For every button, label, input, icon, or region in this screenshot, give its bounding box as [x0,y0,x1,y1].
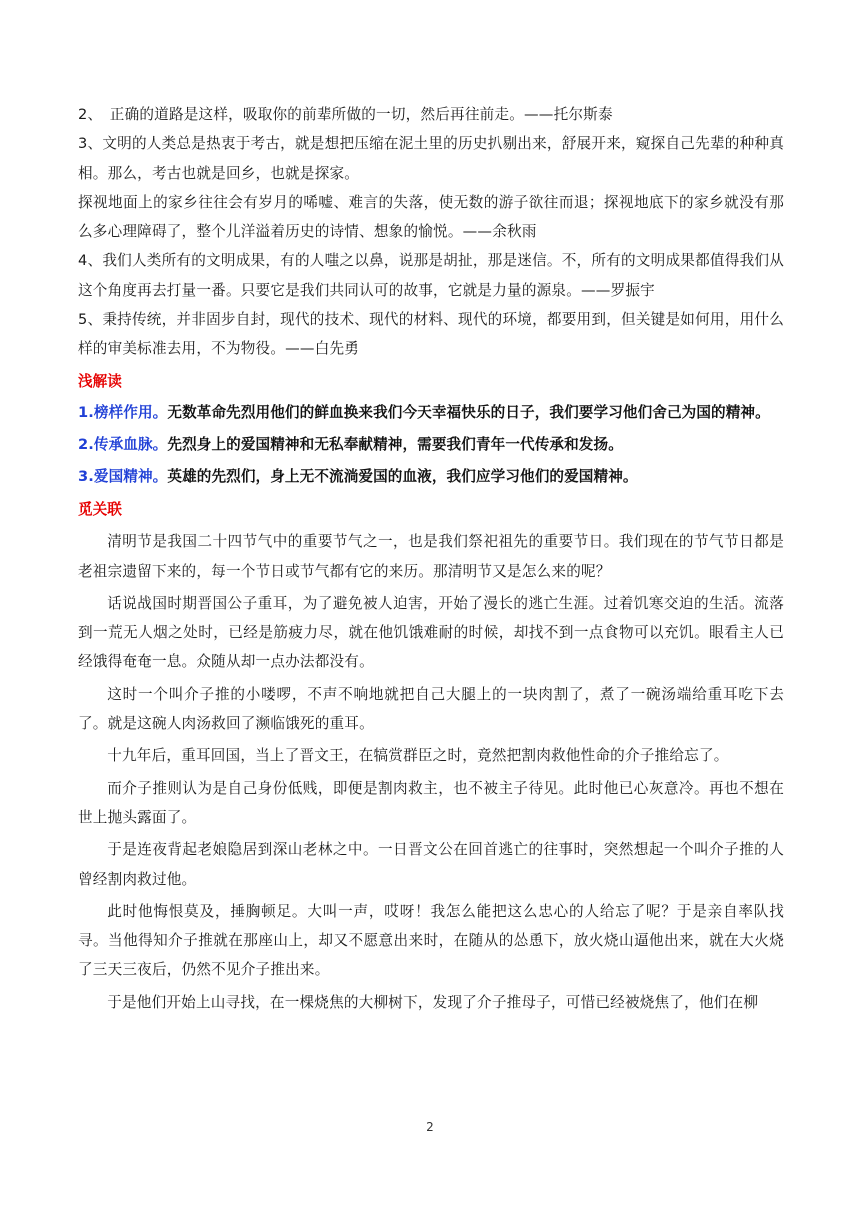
interpretation-label: 3.爱国精神。 [78,467,168,485]
interpretation-label: 2.传承血脉。 [78,435,168,453]
document-page [78,100,784,1017]
interpretation-item [78,430,784,460]
story-paragraph: 于是他们开始上山寻找，在一棵烧焦的大柳树下，发现了介子推母子，可惜已经被烧焦了，他们在柳 [107,993,759,1011]
quote-4: 4、我们人类所有的文明成果，有的人嗤之以鼻，说那是胡扯，那是迷信。不，所有的文明成果都值得我们从这个角度再去打量一番。只要它是我们共同认可的故事，它就是力量的源泉。——罗振宇 [78,252,784,299]
page-number: 2 [426,1120,434,1134]
interpretation-text: 无数革命先烈用他们的鲜血换来我们今天幸福快乐的日子，我们要学习他们舍己为国的精神。 [167,403,770,421]
section-heading-qianjiedu: 浅解读 [78,372,122,390]
quote-5: 5、秉持传统，并非固步自封，现代的技术、现代的材料、现代的环境，都要用到，但关键是如何用，用什么样的审美标准去用，不为物役。——白先勇 [78,311,784,358]
story-paragraph: 十九年后，重耳回国，当上了晋文王，在犒赏群臣之时，竟然把割肉救他性命的介子推给忘了。 [107,747,729,765]
story-paragraph: 清明节是我国二十四节气中的重要节气之一，也是我们祭祀祖先的重要节日。我们现在的节气节日都是老祖宗遗留下来的，每一个节日或节气都有它的来历。那清明节又是怎么来的呢？ [78,533,784,580]
quote-2: 2、 正确的道路是这样，吸取你的前辈所做的一切，然后再往前走。——托尔斯泰 [78,106,613,123]
story-paragraph: 这时一个叫介子推的小喽啰，不声不响地就把自己大腿上的一块肉割了，煮了一碗汤端给重耳吃下去了。就是这碗人肉汤救回了濒临饿死的重耳。 [78,685,784,733]
story-paragraph: 此时他悔恨莫及，捶胸顿足。大叫一声，哎呀！我怎么能把这么忠心的人给忘了呢？于是亲自率队找寻。当他得知介子推就在那座山上，却又不愿意出来时，在随从的怂恿下，放火烧山逼他出来，就在大火烧了三天三夜后，仍然不见介子推出来。 [78,902,784,979]
quote-3: 3、文明的人类总是热衷于考古，就是想把压缩在泥土里的历史扒剔出来，舒展开来，窥探自己先辈的种种真相。那么，考古也就是回乡，也就是探家。 [78,135,784,182]
story-paragraph: 于是连夜背起老娘隐居到深山老林之中。一日晋文公在回首逃亡的往事时，突然想起一个叫介子推的人曾经割肉救过他。 [78,841,784,888]
interpretation-item [78,398,784,428]
section-heading-miguanlian: 觅关联 [78,500,122,518]
interpretation-text: 英雄的先烈们，身上无不流淌爱国的血液，我们应学习他们的爱国精神。 [167,467,638,485]
interpretation-item [78,462,784,492]
story-paragraph: 而介子推则认为是自己身份低贱，即便是割肉救主，也不被主子待见。此时他已心灰意冷。再也不想在世上抛头露面了。 [78,779,784,826]
quote-3-continued: 探视地面上的家乡往往会有岁月的唏嘘、难言的失落，使无数的游子欲往而退；探视地底下的家乡就没有那么多心理障碍了，整个儿洋溢着历史的诗情、想象的愉悦。——余秋雨 [78,193,784,241]
interpretation-text: 先烈身上的爱国精神和无私奉献精神，需要我们青年一代传承和发扬。 [167,435,623,453]
interpretation-label: 1.榜样作用。 [78,403,168,421]
story-paragraph: 话说战国时期晋国公子重耳，为了避免被人迫害，开始了漫长的逃亡生涯。过着饥寒交迫的生活。流落到一荒无人烟之处时，已经是筋疲力尽，就在他饥饿难耐的时候，却找不到一点食物可以充饥。眼看主人已经饿得奄奄一息。众随从却一点办法都没有。 [78,594,784,671]
